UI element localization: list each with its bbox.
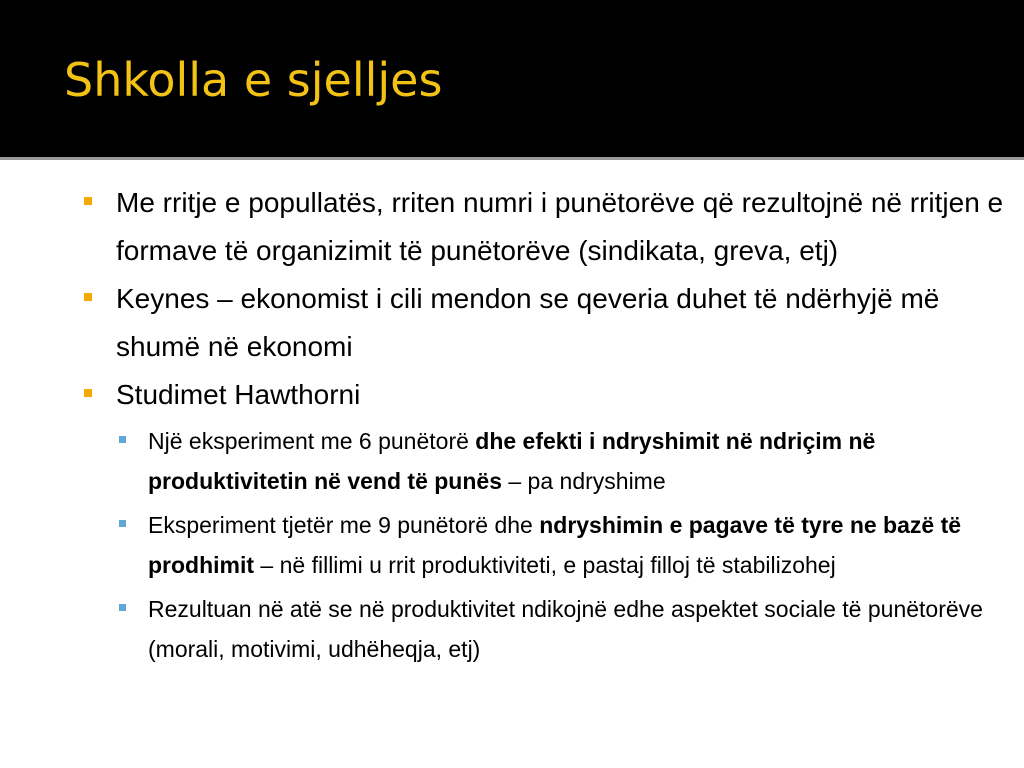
square-bullet-icon bbox=[84, 197, 92, 205]
bullet-text: Studimet Hawthorni bbox=[116, 379, 361, 410]
bullet-item bbox=[80, 371, 1004, 669]
sub-bullet-text: Eksperiment tjetër me 9 punëtorë dhe bbox=[148, 512, 540, 538]
sub-square-bullet-icon bbox=[119, 520, 126, 527]
bullet-text: Me rritje e popullatës, rriten numri i punëtorëve që rezultojnë në rritjen e formave të organizimit të punëtorëve (sindikata, greva, etj) bbox=[116, 187, 1004, 266]
sub-bullet-bold-text: dhe efekti i ndryshimit në ndriçim në produktivitetin në vend të punës bbox=[148, 428, 876, 494]
title-bar bbox=[0, 0, 1024, 157]
sub-square-bullet-icon bbox=[119, 436, 126, 443]
square-bullet-icon bbox=[84, 293, 92, 301]
bullet-text: Keynes – ekonomist i cili mendon se qeveria duhet të ndërhyjë më shumë në ekonomi bbox=[116, 283, 940, 362]
sub-bullet-item bbox=[116, 589, 1004, 669]
sub-bullet-bold-text: ndryshimin e pagave të tyre ne bazë të prodhimit bbox=[148, 512, 962, 578]
sub-bullet-text: – pa ndryshime bbox=[501, 468, 666, 494]
slide-title: Shkolla e sjelljes bbox=[64, 53, 443, 107]
sub-bullet-item bbox=[116, 421, 1004, 501]
square-bullet-icon bbox=[84, 389, 92, 397]
bullet-list bbox=[80, 179, 1004, 669]
sub-bullet-item bbox=[116, 505, 1004, 585]
bullet-item bbox=[80, 275, 1004, 371]
sub-square-bullet-icon bbox=[119, 604, 126, 611]
sub-bullet-text: Rezultuan në atë se në produktivitet ndikojnë edhe aspektet sociale të punëtorëve (morali, motivimi, udhëheqja, etj) bbox=[148, 596, 983, 662]
bullet-item bbox=[80, 179, 1004, 275]
sub-bullet-text: – në fillimi u rrit produktiviteti, e pastaj filloj të stabilizohej bbox=[254, 552, 836, 578]
sub-bullet-text: Një eksperiment me 6 punëtorë bbox=[148, 428, 476, 454]
slide-body bbox=[0, 164, 1024, 768]
sub-bullet-list bbox=[116, 421, 1004, 669]
